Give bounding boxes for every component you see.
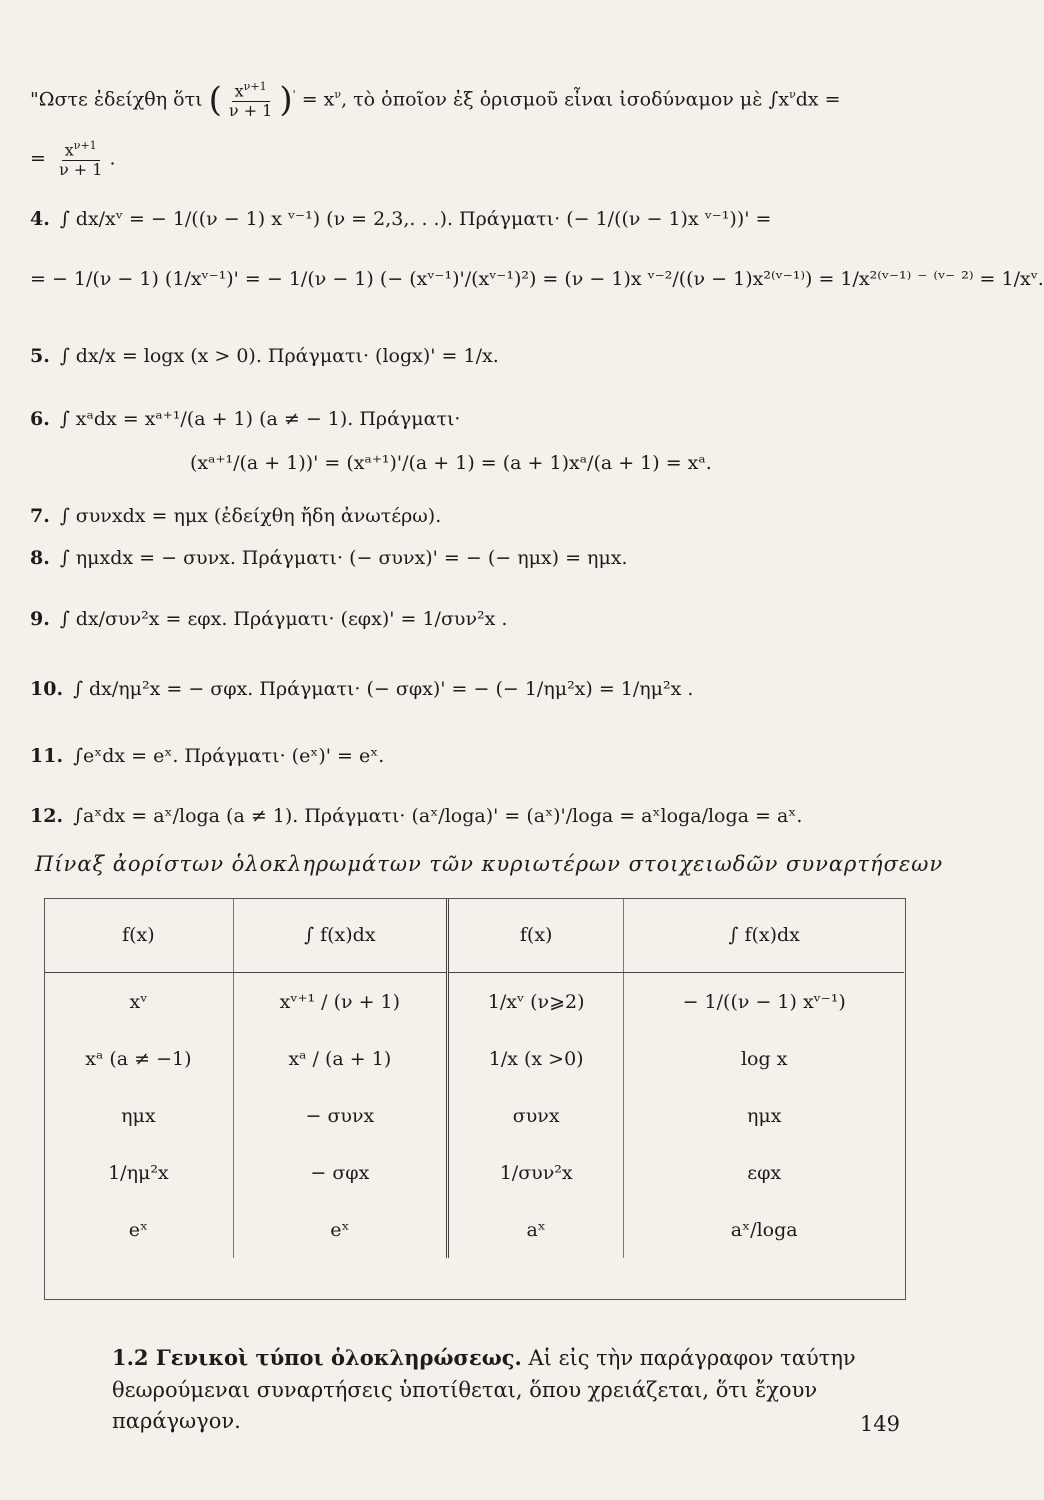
table-cell: 1/ημ²x bbox=[108, 1161, 169, 1184]
table-cell: xᵃ (a ≠ −1) bbox=[85, 1047, 192, 1070]
table-cell: 1/xᵛ (ν⩾2) bbox=[447, 973, 623, 1031]
table-cell: 1/x (x >0) bbox=[447, 1030, 623, 1087]
table-cell: eˣ bbox=[233, 1201, 447, 1258]
table-cell: aˣ/loga bbox=[624, 1201, 904, 1258]
formula-7: 7. ∫ συνxdx = ημx (ἐδείχθη ἤδη ἀνωτέρω). bbox=[30, 505, 442, 527]
formula-9: 9. ∫ dx/συν²x = εφx. Πράγματι· (εφx)' = 1/συν²x . bbox=[30, 608, 508, 630]
section-heading: 1.2 Γενικοὶ τύποι ὁλοκληρώσεως. bbox=[112, 1345, 522, 1370]
table-cell: aˣ bbox=[447, 1201, 623, 1258]
table-row bbox=[44, 973, 904, 1031]
header-fx-1: f(x) bbox=[44, 898, 233, 973]
integrals-table bbox=[44, 898, 904, 1258]
formula-11: 11. ∫eˣdx = eˣ. Πράγματι· (eˣ)' = eˣ. bbox=[30, 745, 385, 767]
intro-fraction: $\frac{x^{\nu+1}}{\nu + 1}$ bbox=[228, 79, 273, 120]
table-row bbox=[44, 1144, 904, 1201]
intro-line-2: = $\frac{x^{\nu+1}}{\nu + 1}$ . bbox=[30, 139, 116, 179]
table-row bbox=[44, 1087, 904, 1144]
intro-fraction-2: $\frac{x^{\nu+1}}{\nu + 1}$ bbox=[58, 139, 103, 179]
formula-5: 5. ∫ dx/x = logx (x > 0). Πράγματι· (logx)' = 1/x. bbox=[30, 345, 499, 367]
table-cell: − σφx bbox=[233, 1144, 447, 1201]
table-cell: ημx bbox=[624, 1087, 904, 1144]
formula-6-cont: (xᵃ⁺¹/(a + 1))' = (xᵃ⁺¹)'/(a + 1) = (a + 1)xᵃ/(a + 1) = xᵃ. bbox=[190, 452, 712, 474]
table-cell: συνx bbox=[447, 1087, 623, 1144]
table-cell: xᵃ / (a + 1) bbox=[233, 1030, 447, 1087]
table-cell: xᵛ⁺¹ / (ν + 1) bbox=[233, 973, 447, 1031]
table-cell: xᵛ bbox=[129, 990, 148, 1013]
formula-12: 12. ∫aˣdx = aˣ/loga (a ≠ 1). Πράγματι· (aˣ/loga)' = (aˣ)'/loga = aˣloga/loga = aˣ. bbox=[30, 805, 803, 827]
table-row bbox=[44, 1201, 904, 1258]
section-paragraph bbox=[112, 1342, 898, 1438]
header-fx-2: f(x) bbox=[447, 898, 623, 973]
table-row bbox=[44, 1030, 904, 1087]
table-cell: ημx bbox=[121, 1104, 156, 1127]
table-cell: 1/συν²x bbox=[447, 1144, 623, 1201]
table-cell: − 1/((ν − 1) xᵛ⁻¹) bbox=[624, 973, 904, 1031]
header-integral-1: ∫ f(x)dx bbox=[233, 898, 447, 973]
table-cell: − συνx bbox=[233, 1087, 447, 1144]
header-integral-2: ∫ f(x)dx bbox=[624, 898, 904, 973]
table-cell: log x bbox=[624, 1030, 904, 1087]
table-cell: εφx bbox=[624, 1144, 904, 1201]
page-number: 149 bbox=[859, 1412, 900, 1436]
table-title: Πίναξ ἀορίστων ὁλοκληρωμάτων τῶν κυριωτέρων στοιχειωδῶν συναρτήσεων bbox=[35, 852, 944, 876]
formula-10: 10. ∫ dx/ημ²x = − σφx. Πράγματι· (− σφx)' = − (− 1/ημ²x) = 1/ημ²x . bbox=[30, 678, 694, 700]
formula-8: 8. ∫ ημxdx = − συνx. Πράγματι· (− συνx)' = − (− ημx) = ημx. bbox=[30, 547, 628, 569]
intro-line: "Ωστε ἐδείχθη ὅτι ( $\frac{x^{\nu+1}}{\nu + 1}$ )$' = x^\nu$, τὸ ὁποῖον ἐξ ὁρισμοῦ εἶναι ἰσοδύναμον μὲ $\int x^\nu dx$ = bbox=[30, 79, 841, 120]
table-header-row bbox=[44, 898, 904, 973]
formula-4: 4. ∫ dx/xᵛ = − 1/((ν − 1) x ᵛ⁻¹) (ν = 2,3,. . .). Πράγματι· (− 1/((ν − 1)x ᵛ⁻¹))' = bbox=[30, 208, 772, 230]
table-cell: eˣ bbox=[128, 1218, 149, 1241]
formula-6: 6. ∫ xᵃdx = xᵃ⁺¹/(a + 1) (a ≠ − 1). Πράγματι· bbox=[30, 408, 461, 430]
formula-4-cont: = − 1/(ν − 1) (1/xᵛ⁻¹)' = − 1/(ν − 1) (− (xᵛ⁻¹)'/(xᵛ⁻¹)²) = (ν − 1)x ᵛ⁻²/((ν − 1)x²⁽ᵛ⁻¹⁾) = 1/x²⁽ᵛ⁻¹⁾ ⁻ ⁽ᵛ⁻ ²⁾ = 1/xᵛ. bbox=[30, 268, 1044, 290]
intro-text: "Ωστε ἐδείχθη ὅτι bbox=[30, 88, 203, 111]
section-body: Αἱ εἰς τὴν παράγραφον ταύτην θεωρούμεναι συναρτήσεις ὑποτίθεται, ὅπου χρειάζεται, ὅτι ἔχουν παράγωγον. bbox=[112, 1346, 856, 1433]
